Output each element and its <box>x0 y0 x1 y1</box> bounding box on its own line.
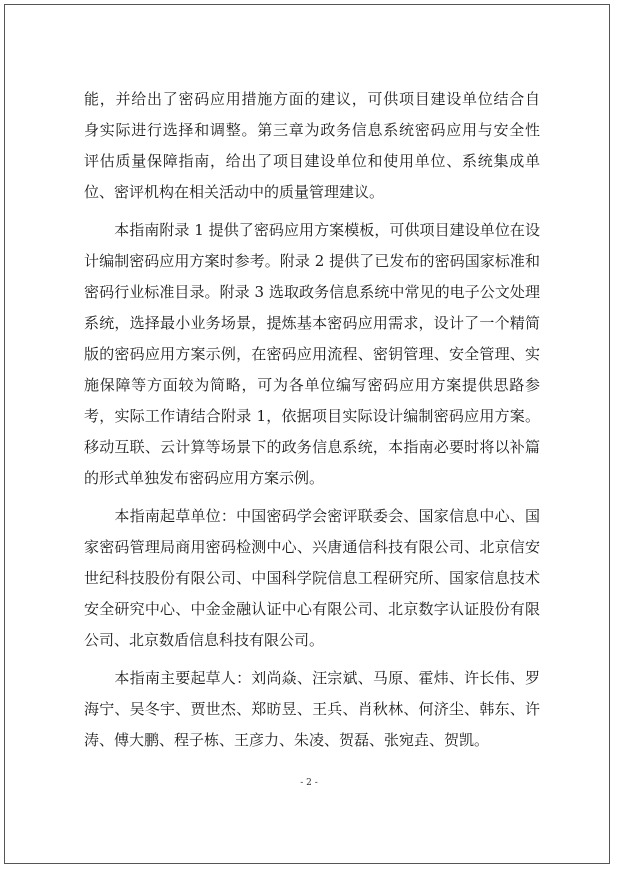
document-body <box>84 84 540 756</box>
text-line: 版的密码应用方案示例，在密码应用流程、密钥管理、安全管理、实 <box>84 345 540 363</box>
text-line: 本指南主要起草人：刘尚焱、汪宗斌、马原、霍炜、许长伟、罗 <box>84 669 540 687</box>
text-line: 密码行业标准目录。附录 3 选取政务信息系统中常见的电子公文处理 <box>84 283 540 301</box>
paragraph-chapter-summary <box>84 84 540 208</box>
paragraph-appendix <box>84 215 540 494</box>
text-line: 本指南起草单位：中国密码学会密评联委会、国家信息中心、国 <box>84 507 540 525</box>
text-line: 家密码管理局商用密码检测中心、兴唐通信科技有限公司、北京信安 <box>84 538 540 556</box>
text-line: 海宁、吴冬宇、贾世杰、郑昉昱、王兵、肖秋林、何济尘、韩东、许 <box>84 700 540 718</box>
text-line: 考，实际工作请结合附录 1，依据项目实际设计编制密码应用方案。 <box>84 407 540 425</box>
text-line: 公司、北京数盾信息科技有限公司。 <box>84 631 325 649</box>
paragraph-drafting-units <box>84 501 540 656</box>
text-line: 的形式单独发布密码应用方案示例。 <box>84 469 325 487</box>
text-line: 评估质量保障指南，给出了项目建设单位和使用单位、系统集成单 <box>84 152 540 170</box>
text-line: 能，并给出了密码应用措施方面的建议，可供项目建设单位结合自 <box>84 90 540 108</box>
paragraph-drafters <box>84 663 540 756</box>
page-number: - 2 - <box>300 778 318 788</box>
text-line: 世纪科技股份有限公司、中国科学院信息工程研究所、国家信息技术 <box>84 569 540 587</box>
text-line: 计编制密码应用方案时参考。附录 2 提供了已发布的密码国家标准和 <box>84 252 540 270</box>
text-line: 系统，选择最小业务场景，提炼基本密码应用需求，设计了一个精简 <box>84 314 540 332</box>
text-line: 移动互联、云计算等场景下的政务信息系统，本指南必要时将以补篇 <box>84 438 540 456</box>
text-line: 施保障等方面较为简略，可为各单位编写密码应用方案提供思路参 <box>84 376 540 394</box>
text-line: 涛、傅大鹏、程子栋、王彦力、朱凌、贺磊、张宛垚、贺凯。 <box>84 731 490 749</box>
text-line: 身实际进行选择和调整。第三章为政务信息系统密码应用与安全性 <box>84 121 540 139</box>
text-line: 安全研究中心、中金金融认证中心有限公司、北京数字认证股份有限 <box>84 600 540 618</box>
text-line: 位、密评机构在相关活动中的质量管理建议。 <box>84 183 385 201</box>
text-line: 本指南附录 1 提供了密码应用方案模板，可供项目建设单位在设 <box>84 221 540 239</box>
